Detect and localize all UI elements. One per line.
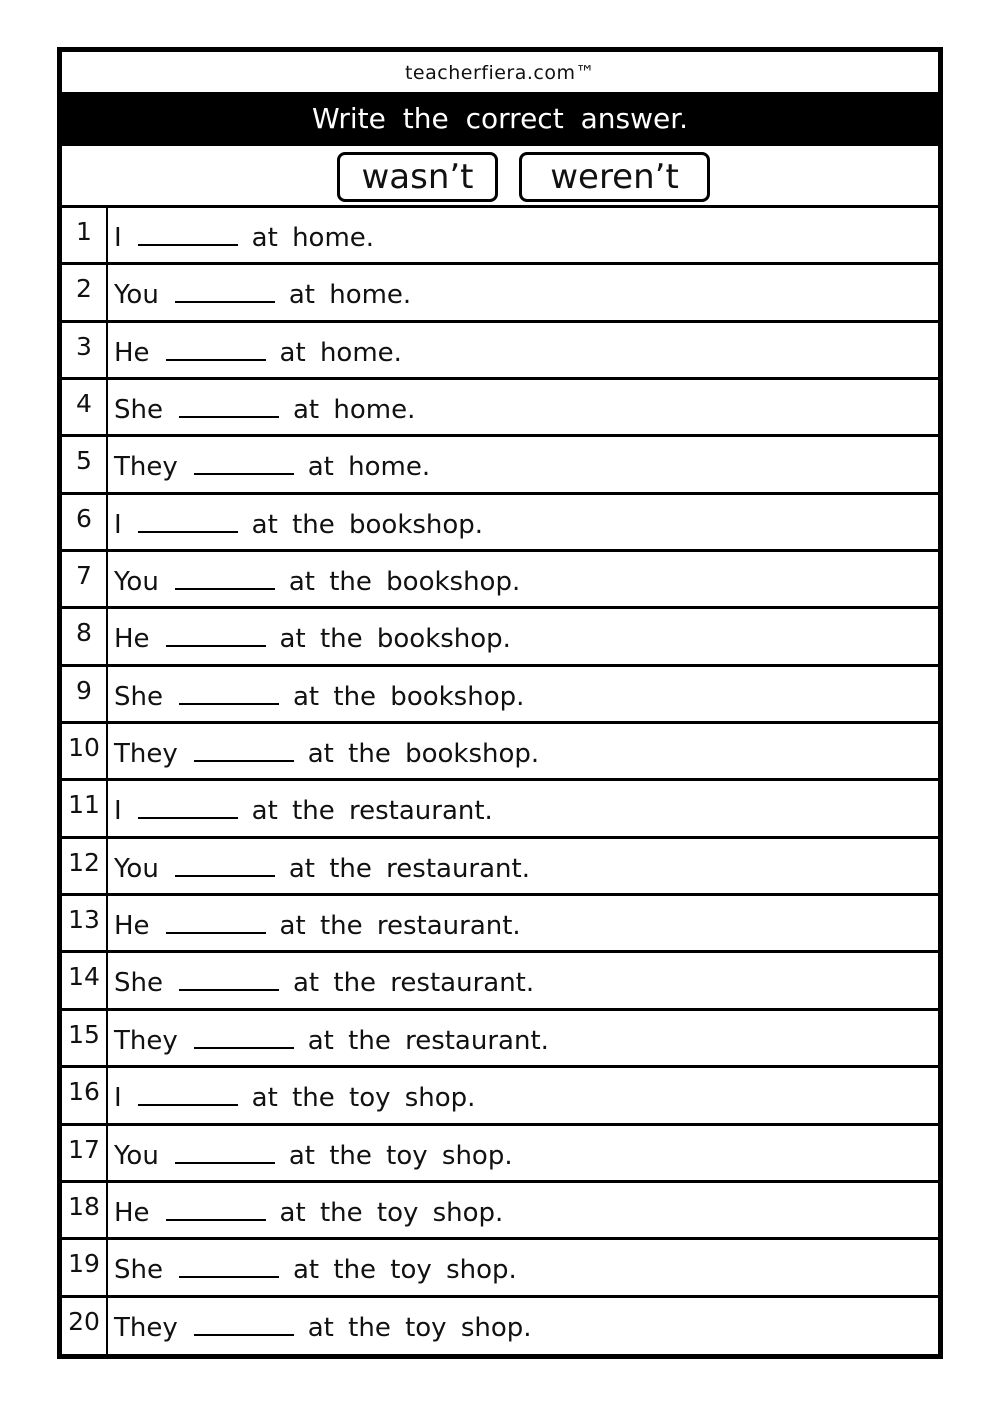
answer-blank[interactable] <box>179 681 279 705</box>
sentence-subject: She <box>114 968 163 999</box>
answer-blank[interactable] <box>175 1140 275 1164</box>
question-sentence <box>114 1197 503 1228</box>
sentence-rest: at home. <box>251 223 375 253</box>
sentence-subject: She <box>114 681 163 712</box>
sentence-rest: at the toy shop. <box>251 1083 476 1114</box>
question-number: 12 <box>62 839 108 893</box>
answer-blank[interactable] <box>138 222 238 246</box>
sentence-subject: You <box>114 280 159 311</box>
question-row <box>62 609 938 666</box>
question-number: 7 <box>62 552 108 606</box>
question-row <box>62 896 938 953</box>
sentence-subject: He <box>114 911 150 942</box>
sentence-subject: They <box>114 452 178 483</box>
sentence-rest: at the toy shop. <box>288 1140 513 1171</box>
question-row <box>62 1183 938 1240</box>
question-row <box>62 380 938 437</box>
sentence-rest: at the restaurant. <box>288 853 530 884</box>
question-number: 1 <box>62 208 108 262</box>
question-number: 19 <box>62 1240 108 1294</box>
question-sentence <box>114 509 483 540</box>
sentence-rest: at the bookshop. <box>307 739 540 770</box>
answer-blank[interactable] <box>166 337 266 361</box>
question-sentence <box>114 681 524 712</box>
question-row <box>62 208 938 265</box>
question-sentence <box>114 623 511 654</box>
sentence-rest: at the restaurant. <box>307 1025 549 1056</box>
sentence-rest: at home. <box>307 452 431 483</box>
question-sentence <box>114 1140 513 1171</box>
sentence-subject: He <box>114 624 150 655</box>
question-sentence <box>114 738 539 769</box>
question-row <box>62 1240 938 1297</box>
question-sentence <box>114 566 520 597</box>
answer-blank[interactable] <box>179 394 279 418</box>
sentence-subject: I <box>114 1083 122 1114</box>
answer-blank[interactable] <box>175 853 275 877</box>
choice-wasnt[interactable]: wasn’t <box>337 152 498 202</box>
sentence-rest: at home. <box>292 395 416 426</box>
sentence-subject: He <box>114 337 150 368</box>
sentence-rest: at the bookshop. <box>292 681 525 712</box>
sentence-subject: They <box>114 1025 178 1056</box>
sentence-subject: He <box>114 1197 150 1228</box>
question-row <box>62 437 938 494</box>
sentence-subject: You <box>114 853 159 884</box>
sentence-rest: at the bookshop. <box>251 509 484 540</box>
sentence-subject: You <box>114 567 159 598</box>
question-row <box>62 265 938 322</box>
sentence-subject: They <box>114 739 178 770</box>
sentence-subject: I <box>114 796 122 827</box>
site-label: teacherfiera.com™ <box>404 62 595 84</box>
choice-werent[interactable]: weren’t <box>519 152 710 202</box>
sentence-rest: at the toy shop. <box>292 1255 517 1286</box>
answer-blank[interactable] <box>179 1254 279 1278</box>
question-row <box>62 953 938 1010</box>
question-number: 9 <box>62 667 108 721</box>
sentence-rest: at the bookshop. <box>279 624 511 655</box>
question-row <box>62 724 938 781</box>
question-number: 13 <box>62 896 108 950</box>
question-sentence <box>114 222 374 253</box>
question-sentence <box>114 967 534 998</box>
question-number: 18 <box>62 1183 108 1237</box>
question-sentence <box>114 394 415 425</box>
answer-blank[interactable] <box>138 1082 238 1106</box>
question-row <box>62 1068 938 1125</box>
question-list <box>62 208 938 1355</box>
question-number: 8 <box>62 609 108 663</box>
sentence-rest: at the restaurant. <box>279 911 521 942</box>
question-sentence <box>114 1254 517 1285</box>
question-sentence <box>114 910 521 941</box>
question-row <box>62 781 938 838</box>
question-row <box>62 323 938 380</box>
answer-blank[interactable] <box>194 1025 294 1049</box>
answer-blank[interactable] <box>175 279 275 303</box>
sentence-rest: at home. <box>279 337 402 368</box>
sentence-rest: at the bookshop. <box>288 567 521 598</box>
answer-blank[interactable] <box>166 910 266 934</box>
question-number: 6 <box>62 495 108 549</box>
answer-blank[interactable] <box>166 1197 266 1221</box>
question-number: 14 <box>62 953 108 1007</box>
question-row <box>62 667 938 724</box>
question-sentence <box>114 451 430 482</box>
answer-blank[interactable] <box>138 795 238 819</box>
question-number: 2 <box>62 265 108 319</box>
question-row <box>62 839 938 896</box>
sentence-subject: She <box>114 1255 163 1286</box>
answer-blank[interactable] <box>175 566 275 590</box>
sentence-subject: She <box>114 395 163 426</box>
question-number: 5 <box>62 437 108 491</box>
question-row <box>62 1298 938 1355</box>
sentence-subject: I <box>114 223 122 253</box>
question-sentence <box>114 1082 475 1113</box>
question-row <box>62 495 938 552</box>
question-number: 10 <box>62 724 108 778</box>
worksheet <box>57 47 943 1359</box>
question-sentence <box>114 795 493 826</box>
question-number: 16 <box>62 1068 108 1122</box>
sentence-rest: at the restaurant. <box>292 968 535 999</box>
answer-blank[interactable] <box>194 738 294 762</box>
sentence-subject: You <box>114 1140 159 1171</box>
question-number: 3 <box>62 323 108 377</box>
sentence-rest: at the toy shop. <box>307 1312 532 1343</box>
sentence-rest: at the toy shop. <box>279 1197 504 1228</box>
question-number: 20 <box>62 1298 108 1355</box>
sentence-subject: They <box>114 1312 178 1343</box>
instruction-banner: Write the correct answer. <box>62 92 938 146</box>
question-number: 17 <box>62 1126 108 1180</box>
answer-blank[interactable] <box>179 967 279 991</box>
question-row <box>62 1011 938 1068</box>
answer-blank[interactable] <box>194 1312 294 1336</box>
question-row <box>62 1126 938 1183</box>
sentence-rest: at the restaurant. <box>251 796 493 827</box>
answer-blank[interactable] <box>194 451 294 475</box>
question-sentence <box>114 1312 532 1343</box>
answer-choices <box>62 146 938 208</box>
sentence-rest: at home. <box>288 280 412 311</box>
question-sentence <box>114 337 402 368</box>
sentence-subject: I <box>114 509 122 540</box>
question-row <box>62 552 938 609</box>
answer-blank[interactable] <box>138 509 238 533</box>
question-sentence <box>114 279 411 310</box>
question-number: 11 <box>62 781 108 835</box>
question-number: 15 <box>62 1011 108 1065</box>
question-number: 4 <box>62 380 108 434</box>
question-sentence <box>114 1025 549 1056</box>
question-sentence <box>114 853 530 884</box>
answer-blank[interactable] <box>166 623 266 647</box>
